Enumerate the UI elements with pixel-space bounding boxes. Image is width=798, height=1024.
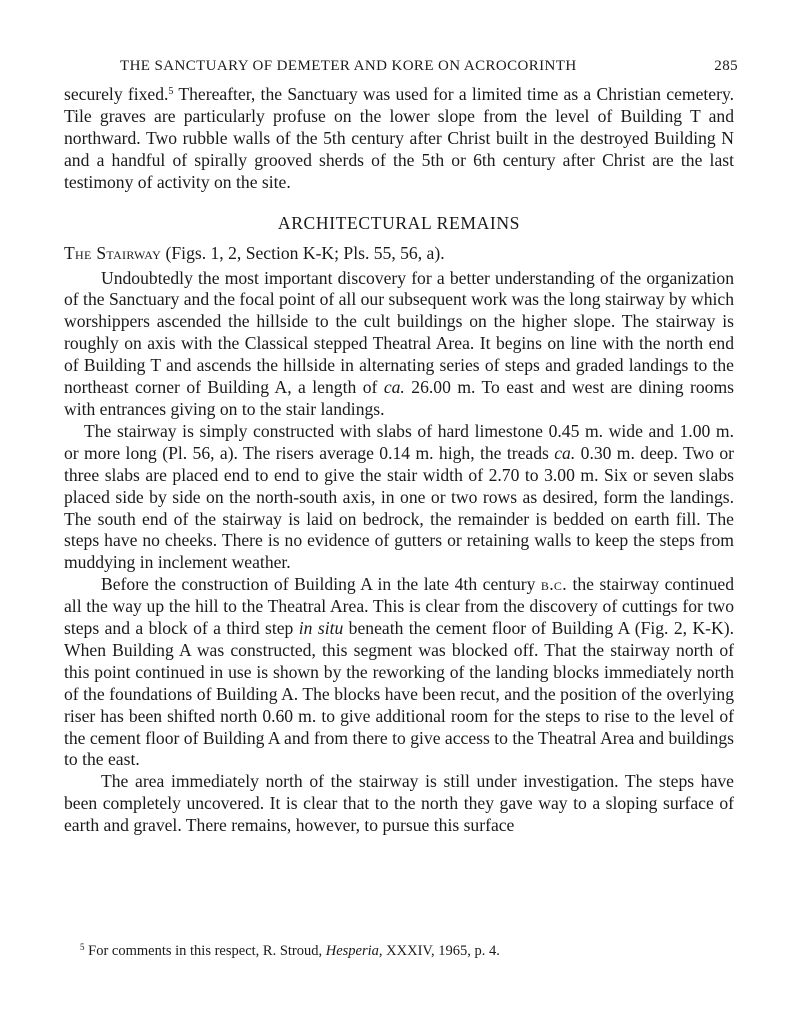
page-body bbox=[64, 58, 738, 837]
subsection-heading bbox=[64, 242, 734, 264]
footnote: $^5$ For comments in this respect, R. Stroud, Hesperia, XXXIV, 1965, p. 4. bbox=[80, 942, 500, 959]
section-heading: ARCHITECTURAL REMAINS bbox=[277, 212, 521, 233]
paragraph-3: Before the construction of Building A in the late 4th century b.c. the stairway continued all the way up the hill to the Theatral Area. This is clear from the discovery of cuttings for two steps and a block of a third step in situ beneath the cement floor of Building A (Fig. 2, K-K). When Building A was constructed, this segment was blocked off. That the stairway north of this point continued in use is shown by the reworking of the landing blocks immediately north of the foundations of Building A. The blocks have been recut, and the position of the overlying riser has been shifted north 0.60 m. to give additional room for the steps to rise to the level of the cement floor of Building A and from there to give access to the Theatral Area and buildings to the east. bbox=[64, 574, 734, 770]
footnote-number: 5 bbox=[80, 942, 85, 952]
footnote-ref[interactable]: 5 bbox=[168, 86, 174, 97]
paragraph-1: Undoubtedly the most important discovery for a better understanding of the organization of the Sanctuary and the focal point of all our subsequent work was the long stairway by which worshippers ascended the hillside to the cult buildings on the higher slope. The stairway is roughly on axis with the Classical stepped Theatral Area. It begins on line with the north end of Building T and ascends the hillside in alternating series of steps and graded landings to the northeast corner of Building A, a length of ca. 26.00 m. To east and west are dining rooms with entrances giving on to the stair landings. bbox=[64, 267, 734, 419]
page-number: 285 bbox=[714, 58, 738, 74]
subsection-refs: (Figs. 1, 2, Section K-K; Pls. 55, 56, a). bbox=[161, 242, 445, 263]
subsection-title: The Stairway bbox=[64, 242, 162, 263]
running-title: THE SANCTUARY OF DEMETER AND KORE ON ACROCORINTH bbox=[120, 58, 577, 74]
paragraph-4: The area immediately north of the stairway is still under investigation. The steps have been completely uncovered. It is clear that to the north they gave way to a sloping surface of earth and gravel. There remains, however, to pursue this surface bbox=[64, 771, 734, 836]
intro-paragraph: securely fixed.$^5$ Thereafter, the Sanctuary was used for a limited time as a Christian cemetery. Tile graves are particularly profuse on the lower slope from the level of Building T and northward. Two rubble walls of the 5th century after Christ built in the destroyed Building N and a handful of spirally grooved sherds of the 5th or 6th century after Christ are the last testimony of activity on the site. bbox=[64, 84, 734, 192]
running-head bbox=[64, 58, 738, 84]
paragraph-2: The stairway is simply constructed with slabs of hard limestone 0.45 m. wide and 1.00 m. or more long (Pl. 56, a). The risers average 0.14 m. high, the treads ca. 0.30 m. deep. Two or three slabs are placed end to end to give the stair width of 2.70 to 3.00 m. Six or seven slabs placed side by side on the north-south axis, in one or two rows as desired, form the landings. The south end of the stairway is laid on bedrock, the remainder is bedded on earth fill. The steps have no cheeks. There is no evidence of gutters or retaining walls to keep the steps from muddying in inclement weather. bbox=[64, 420, 734, 573]
